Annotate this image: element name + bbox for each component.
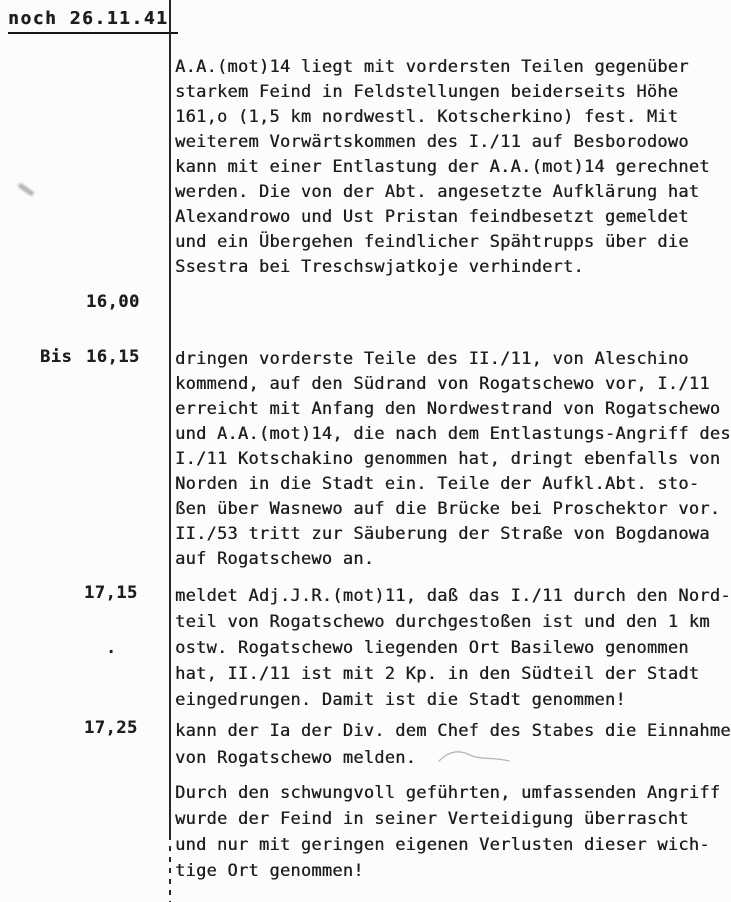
text-line: auf Rogatschewo an. xyxy=(175,549,375,569)
text-line: tige Ort genommen! xyxy=(175,861,364,881)
entry-capture-report xyxy=(175,718,731,772)
text-line: 161,o (1,5 km nordwestl. Kotscherkino) fest. Mit xyxy=(175,107,679,127)
text-line: und nur mit geringen eigenen Verlusten dieser wich- xyxy=(175,835,710,855)
time-prefix-bis: Bis xyxy=(40,347,73,367)
text-line: ostw. Rogatschewo liegenden Ort Basilewo genommen xyxy=(175,638,689,658)
entry-adjutant-report xyxy=(175,583,731,713)
text-line: A.A.(mot)14 liegt mit vordersten Teilen gegenüber xyxy=(175,57,689,77)
text-line: teil von Rogatschewo durchgestoßen ist und den 1 km xyxy=(175,612,710,632)
margin-smudge-mark xyxy=(17,182,35,196)
text-line: wurde der Feind in seiner Verteidigung überrascht xyxy=(175,809,689,829)
text-line: I./11 Kotschakino genommen hat, dringt ebenfalls von xyxy=(175,449,721,469)
text-line: II./53 tritt zur Säuberung der Straße von Bogdanowa xyxy=(175,524,710,544)
time-label-1725: 17,25 xyxy=(84,718,138,738)
text-line: und ein Übergehen feindlicher Spähtrupps über die xyxy=(175,232,689,252)
text-line: von Rogatschewo melden. xyxy=(175,748,417,768)
text-line: starkem Feind in Feldstellungen beiderseits Höhe xyxy=(175,82,679,102)
text-line: kommend, auf den Südrand von Rogatschewo vor, I./11 xyxy=(175,374,710,394)
text-line: Alexandrowo und Ust Pristan feindbesetzt gemeldet xyxy=(175,207,689,227)
page-date-heading: noch 26.11.41 xyxy=(8,8,178,34)
text-line: Durch den schwungvoll geführten, umfassenden Angriff xyxy=(175,783,721,803)
time-label-1600: 16,00 xyxy=(86,292,140,312)
text-line: Ssestra bei Treschswjatkoje verhindert. xyxy=(175,257,584,277)
entry-attack-report xyxy=(175,347,731,572)
text-line: kann mit einer Entlastung der A.A.(mot)14 gerechnet xyxy=(175,157,710,177)
entry-situation-report xyxy=(175,55,731,280)
entry-closing-summary xyxy=(175,780,731,884)
text-line: kann der Ia der Div. dem Chef des Stabes die Einnahme xyxy=(175,721,731,741)
margin-rule-dashed xyxy=(169,835,171,902)
margin-rule-solid xyxy=(169,0,171,835)
text-line: dringen vorderste Teile des II./11, von Aleschino xyxy=(175,349,689,369)
text-line: eingedrungen. Damit ist die Stadt genommen! xyxy=(175,690,626,710)
stray-period-mark: . xyxy=(106,638,117,658)
time-label-1715: 17,15 xyxy=(84,583,138,603)
text-line: weiterem Vorwärtskommen des I./11 auf Besborodowo xyxy=(175,132,689,152)
text-line: hat, II./11 ist mit 2 Kp. in den Südteil der Stadt xyxy=(175,664,700,684)
text-line: und A.A.(mot)14, die nach dem Entlastungs-Angriff des xyxy=(175,424,731,444)
text-line: ßen über Wasnewo auf die Brücke bei Proschektor vor. xyxy=(175,499,721,519)
time-label-1615: 16,15 xyxy=(86,347,140,367)
text-line: erreicht mit Anfang den Nordwestrand von Rogatschewo xyxy=(175,399,721,419)
text-line: Norden in die Stadt ein. Teile der Aufkl.Abt. sto- xyxy=(175,474,700,494)
text-line: meldet Adj.J.R.(mot)11, daß das I./11 durch den Nord- xyxy=(175,586,731,606)
text-line: werden. Die von der Abt. angesetzte Aufklärung hat xyxy=(175,182,700,202)
